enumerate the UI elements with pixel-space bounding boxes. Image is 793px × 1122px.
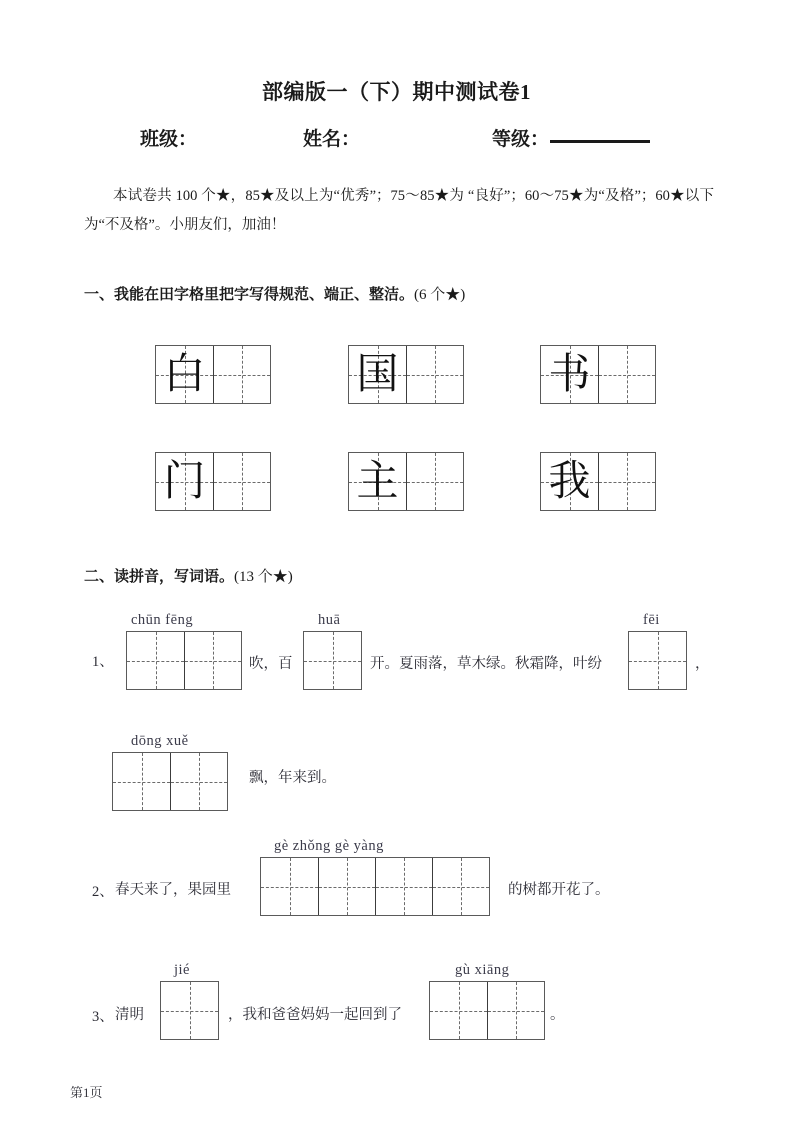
section-2-points: (13 个★) [234, 569, 293, 585]
answer-grid-jie[interactable] [160, 981, 219, 1040]
pinyin-ge-zhong-ge-yang: gè zhǒng gè yàng [274, 838, 384, 854]
pinyin-hua: huā [318, 612, 341, 628]
answer-grid-gu-xiang[interactable] [429, 981, 545, 1040]
grid-cell-blank[interactable] [304, 632, 361, 689]
question-1-text-a: 吹，百 [249, 656, 293, 672]
grid-cell-blank[interactable] [318, 858, 375, 915]
question-2-text-b: 的树都开花了。 [508, 882, 610, 898]
student-identity-row [140, 124, 700, 154]
grid-cell-filled [541, 453, 598, 510]
grid-cell-blank[interactable] [127, 632, 184, 689]
pinyin-jie: jié [174, 962, 190, 978]
grid-cell-blank[interactable] [598, 346, 655, 403]
handwriting-grid-3[interactable] [540, 345, 656, 404]
section-1-heading-text: 一、我能在田字格里把字写得规范、端正、整洁。 [84, 287, 415, 303]
handwriting-grid-4[interactable] [155, 452, 271, 511]
question-3-text-a: 清明 [115, 1007, 144, 1023]
question-1-text-d: 飘，年来到。 [249, 770, 336, 786]
grade-label: 等级： [492, 129, 550, 150]
grid-cell-blank[interactable] [598, 453, 655, 510]
grid-cell-blank[interactable] [170, 753, 227, 810]
handwriting-grid-1[interactable] [155, 345, 271, 404]
character-glyph: 书 [548, 349, 591, 398]
pinyin-chun-feng: chūn fēng [131, 612, 194, 628]
answer-grid-chun-feng[interactable] [126, 631, 242, 690]
grid-cell-blank[interactable] [432, 858, 489, 915]
answer-grid-dong-xue[interactable] [112, 752, 228, 811]
grade-blank-line[interactable] [550, 140, 650, 143]
handwriting-grid-6[interactable] [540, 452, 656, 511]
question-1-number: 1、 [92, 654, 114, 670]
pinyin-dong-xue: dōng xuě [131, 733, 189, 749]
section-1-points: (6 个★) [414, 287, 466, 303]
grid-cell-blank[interactable] [184, 632, 241, 689]
character-glyph: 白 [163, 349, 206, 398]
grid-cell-blank[interactable] [113, 753, 170, 810]
question-1-text-c: ， [695, 656, 710, 672]
page-title: 部编版一（下）期中测试卷1 [262, 80, 531, 104]
grid-cell-blank[interactable] [406, 453, 463, 510]
grid-cell-blank[interactable] [213, 453, 270, 510]
grid-cell-blank[interactable] [629, 632, 686, 689]
question-1-text-b: 开。夏雨落，草木绿。秋霜降，叶纷 [370, 656, 602, 672]
page-number-footer: 第1页 [70, 1085, 103, 1100]
grid-cell-blank[interactable] [430, 982, 487, 1039]
grid-cell-filled [156, 346, 213, 403]
grade-field [492, 124, 650, 151]
character-glyph: 门 [163, 456, 206, 505]
grid-cell-blank[interactable] [487, 982, 544, 1039]
grid-cell-blank[interactable] [406, 346, 463, 403]
grid-cell-filled [349, 453, 406, 510]
grid-cell-filled [541, 346, 598, 403]
grid-cell-blank[interactable] [213, 346, 270, 403]
class-label: 班级： [140, 129, 198, 150]
grid-cell-blank[interactable] [261, 858, 318, 915]
grid-cell-blank[interactable] [375, 858, 432, 915]
question-2-number: 2、 [92, 884, 114, 900]
character-glyph: 我 [548, 456, 591, 505]
section-1-heading [84, 283, 465, 304]
grid-cell-filled [156, 453, 213, 510]
handwriting-grid-2[interactable] [348, 345, 464, 404]
section-2-heading-text: 二、读拼音，写词语。 [84, 569, 235, 585]
answer-grid-hua[interactable] [303, 631, 362, 690]
pinyin-gu-xiang: gù xiāng [455, 962, 510, 978]
question-3-number: 3、 [92, 1009, 114, 1025]
question-3-text-c: 。 [550, 1007, 565, 1023]
section-2-heading [84, 565, 293, 586]
grid-cell-blank[interactable] [161, 982, 218, 1039]
grid-cell-filled [349, 346, 406, 403]
pinyin-fei: fēi [643, 612, 660, 628]
name-label: 姓名： [303, 129, 361, 150]
question-2-text-a: 春天来了，果园里 [115, 882, 231, 898]
answer-grid-fei[interactable] [628, 631, 687, 690]
handwriting-grid-5[interactable] [348, 452, 464, 511]
character-glyph: 主 [356, 456, 399, 505]
answer-grid-ge-zhong-ge-yang[interactable] [260, 857, 490, 916]
question-3-text-b: ，我和爸爸妈妈一起回到了 [228, 1007, 402, 1023]
scoring-instructions: 本试卷共 100 个★，85★及以上为“优秀”；75～85★为 “良好”；60～75★为“及格”；60★以下为“不及格”。小朋友们，加油！ [84, 188, 714, 233]
character-glyph: 国 [356, 349, 399, 398]
